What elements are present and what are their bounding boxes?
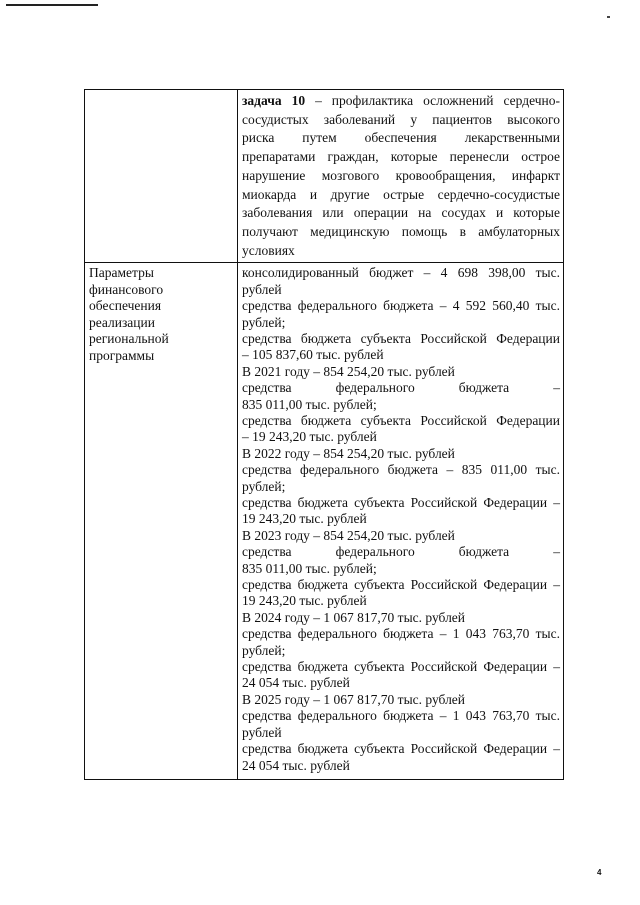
financing-line: рублей; [242,314,286,330]
param-label-line: обеспечения [89,298,162,314]
financing-line: рублей; [242,642,286,658]
financing-line: консолидированный бюджет – 4 698 398,00 тыс. [242,265,560,281]
financing-line: В 2022 году – 854 254,20 тыс. рублей [242,445,455,461]
financing-line: рублей [242,281,282,297]
financing-line: В 2024 году – 1 067 817,70 тыс. рублей [242,609,466,625]
financing-line: рублей; [242,478,286,494]
param-label-line: финансового [89,281,164,297]
financing-line: В 2021 году – 854 254,20 тыс. рублей [242,363,455,379]
financing-line: 24 054 тыс. рублей [242,757,350,773]
financing-line: средства федерального бюджета – 4 592 560,40 тыс. [242,298,560,314]
task-line-9: условиях [242,242,295,258]
task-cell [238,90,564,263]
financing-line: 835 011,00 тыс. рублей; [242,396,377,412]
table-row-financing [85,263,564,780]
financing-line: средства бюджета субъекта Российской Федерации – [242,577,560,593]
financing-line: средства федерального бюджета – [242,544,560,560]
param-label-line: Параметры [89,265,154,281]
task-line-7: заболевания или операции на сосудах и которые [242,205,560,221]
financing-line: 24 054 тыс. рублей [242,675,350,691]
program-table [84,89,564,780]
financing-line: средства федерального бюджета – [242,380,560,396]
financing-line: – 105 837,60 тыс. рублей [242,347,384,363]
task-line-8: получают медицинскую помощь в амбулаторных [242,223,560,239]
task-line-5: нарушение мозгового кровообращения, инфаркт [242,167,560,183]
empty-cell [85,90,238,263]
task-line-1: задача 10 – профилактика осложнений сердечно- [242,93,561,108]
page-number: 4 [597,868,602,877]
financing-line: – 19 243,20 тыс. рублей [242,429,377,445]
top-rule [6,4,98,6]
task-title: задача 10 [242,93,306,108]
task-line-2: сосудистых заболеваний у пациентов высокого [242,111,560,127]
financing-line: В 2025 году – 1 067 817,70 тыс. рублей [242,691,466,707]
corner-mark [607,16,610,18]
financing-line: средства федерального бюджета – 1 043 763,70 тыс. [242,708,560,724]
financing-line: средства бюджета субъекта Российской Федерации [242,330,560,346]
financing-line: 19 243,20 тыс. рублей [242,511,367,527]
table-row-task [85,90,564,263]
param-label-line: реализации [89,314,155,330]
param-label-line: программы [89,347,155,363]
financing-line: средства бюджета субъекта Российской Федерации – [242,741,560,757]
task-line-6: миокарда и другие острые сердечно-сосудистые [242,186,560,202]
financing-line: 19 243,20 тыс. рублей [242,593,367,609]
financing-line: В 2023 году – 854 254,20 тыс. рублей [242,527,455,543]
financing-line: средства федерального бюджета – 835 011,00 тыс. [242,462,560,478]
financing-line: рублей [242,724,282,740]
task-line-3: риска путем обеспечения лекарственными [242,130,560,146]
financing-line: 835 011,00 тыс. рублей; [242,560,377,576]
financing-line: средства федерального бюджета – 1 043 763,70 тыс. [242,626,560,642]
param-label-cell [85,263,238,780]
financing-line: средства бюджета субъекта Российской Федерации [242,412,560,428]
param-label-line: региональной [89,331,169,347]
financing-line: средства бюджета субъекта Российской Федерации – [242,659,560,675]
financing-cell [238,263,564,780]
task-line-4: препаратами граждан, которые перенесли острое [242,149,560,165]
financing-line: средства бюджета субъекта Российской Федерации – [242,495,560,511]
